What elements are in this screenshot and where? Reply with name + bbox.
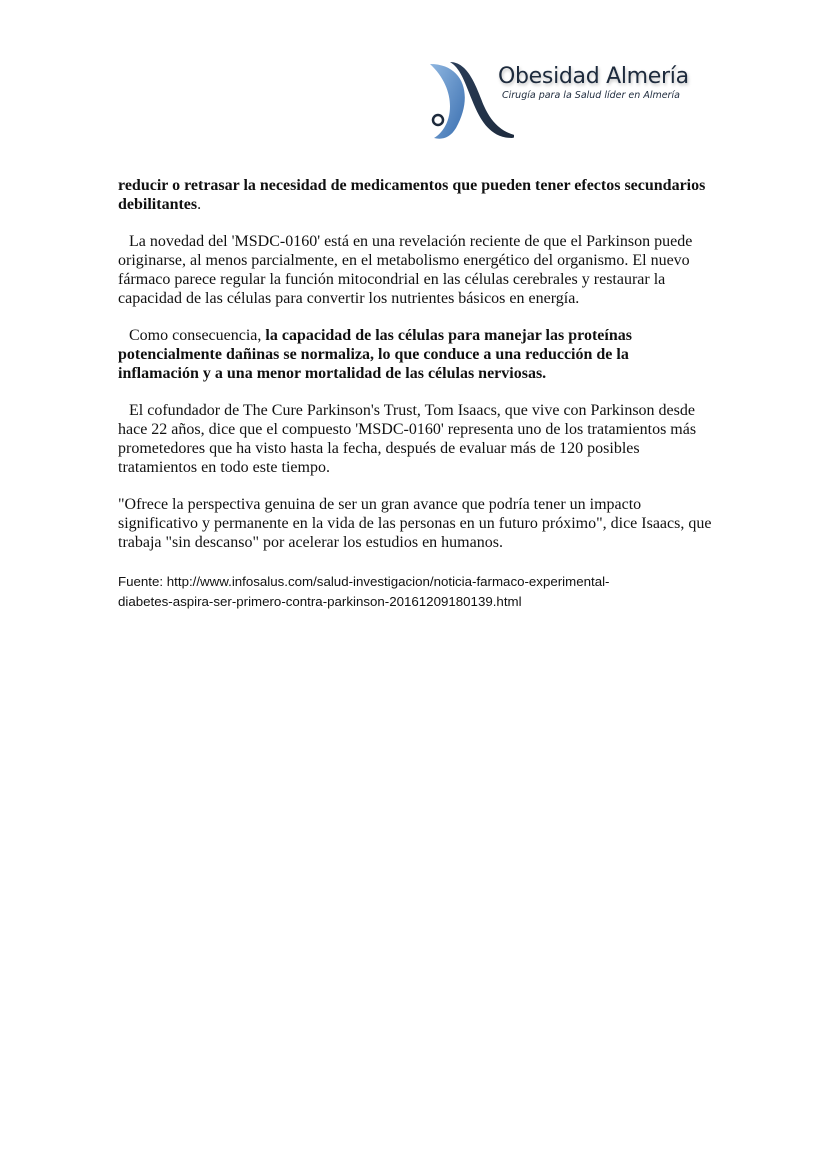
paragraph-3 bbox=[118, 326, 712, 383]
source-line-1: Fuente: http://www.infosalus.com/salud-investigacion/noticia-farmaco-experimental- bbox=[118, 574, 610, 589]
paragraph-4: El cofundador de The Cure Parkinson's Trust, Tom Isaacs, que vive con Parkinson desde hace 22 años, dice que el compuesto 'MSDC-0160' representa uno de los tratamientos más prometedores que ha visto hasta la fecha, después de evaluar más de 120 posibles tratamientos en todo este tiempo. bbox=[118, 402, 697, 476]
paragraph-3-bold: la capacidad de las células para manejar las proteínas potencialmente dañinas se normaliza, lo que conduce a una reducción de la inflamación y a una menor mortalidad de las células nerviosas. bbox=[118, 327, 632, 382]
logo-tagline: Cirugía para la Salud líder en Almería bbox=[502, 90, 680, 101]
logo-name: Obesidad Almería bbox=[498, 64, 689, 89]
paragraph-1-tail: . bbox=[197, 196, 202, 213]
obesidad-almeria-logo bbox=[424, 56, 714, 152]
paragraph-1-bold: reducir o retrasar la necesidad de medicamentos que pueden tener efectos secundarios debilitantes bbox=[118, 177, 706, 213]
article-body bbox=[118, 176, 712, 630]
paragraph-2: La novedad del 'MSDC-0160' está en una revelación reciente de que el Parkinson puede originarse, al menos parcialmente, en el metabolismo energético del organismo. El nuevo fármaco parece regular la función mitocondrial en las células cerebrales y restaurar la capacidad de las células para convertir los nutrientes básicos en energía. bbox=[118, 233, 693, 307]
paragraph-3-lead: Como consecuencia, bbox=[129, 327, 266, 344]
source-citation bbox=[118, 572, 712, 612]
source-line-2: diabetes-aspira-ser-primero-contra-parkinson-20161209180139.html bbox=[118, 594, 522, 609]
paragraph-5: "Ofrece la perspectiva genuina de ser un gran avance que podría tener un impacto significativo y permanente en la vida de las personas en un futuro próximo", dice Isaacs, que trabaja "sin descanso" por acelerar los estudios en humanos. bbox=[118, 496, 712, 551]
paragraph-1 bbox=[118, 176, 712, 214]
